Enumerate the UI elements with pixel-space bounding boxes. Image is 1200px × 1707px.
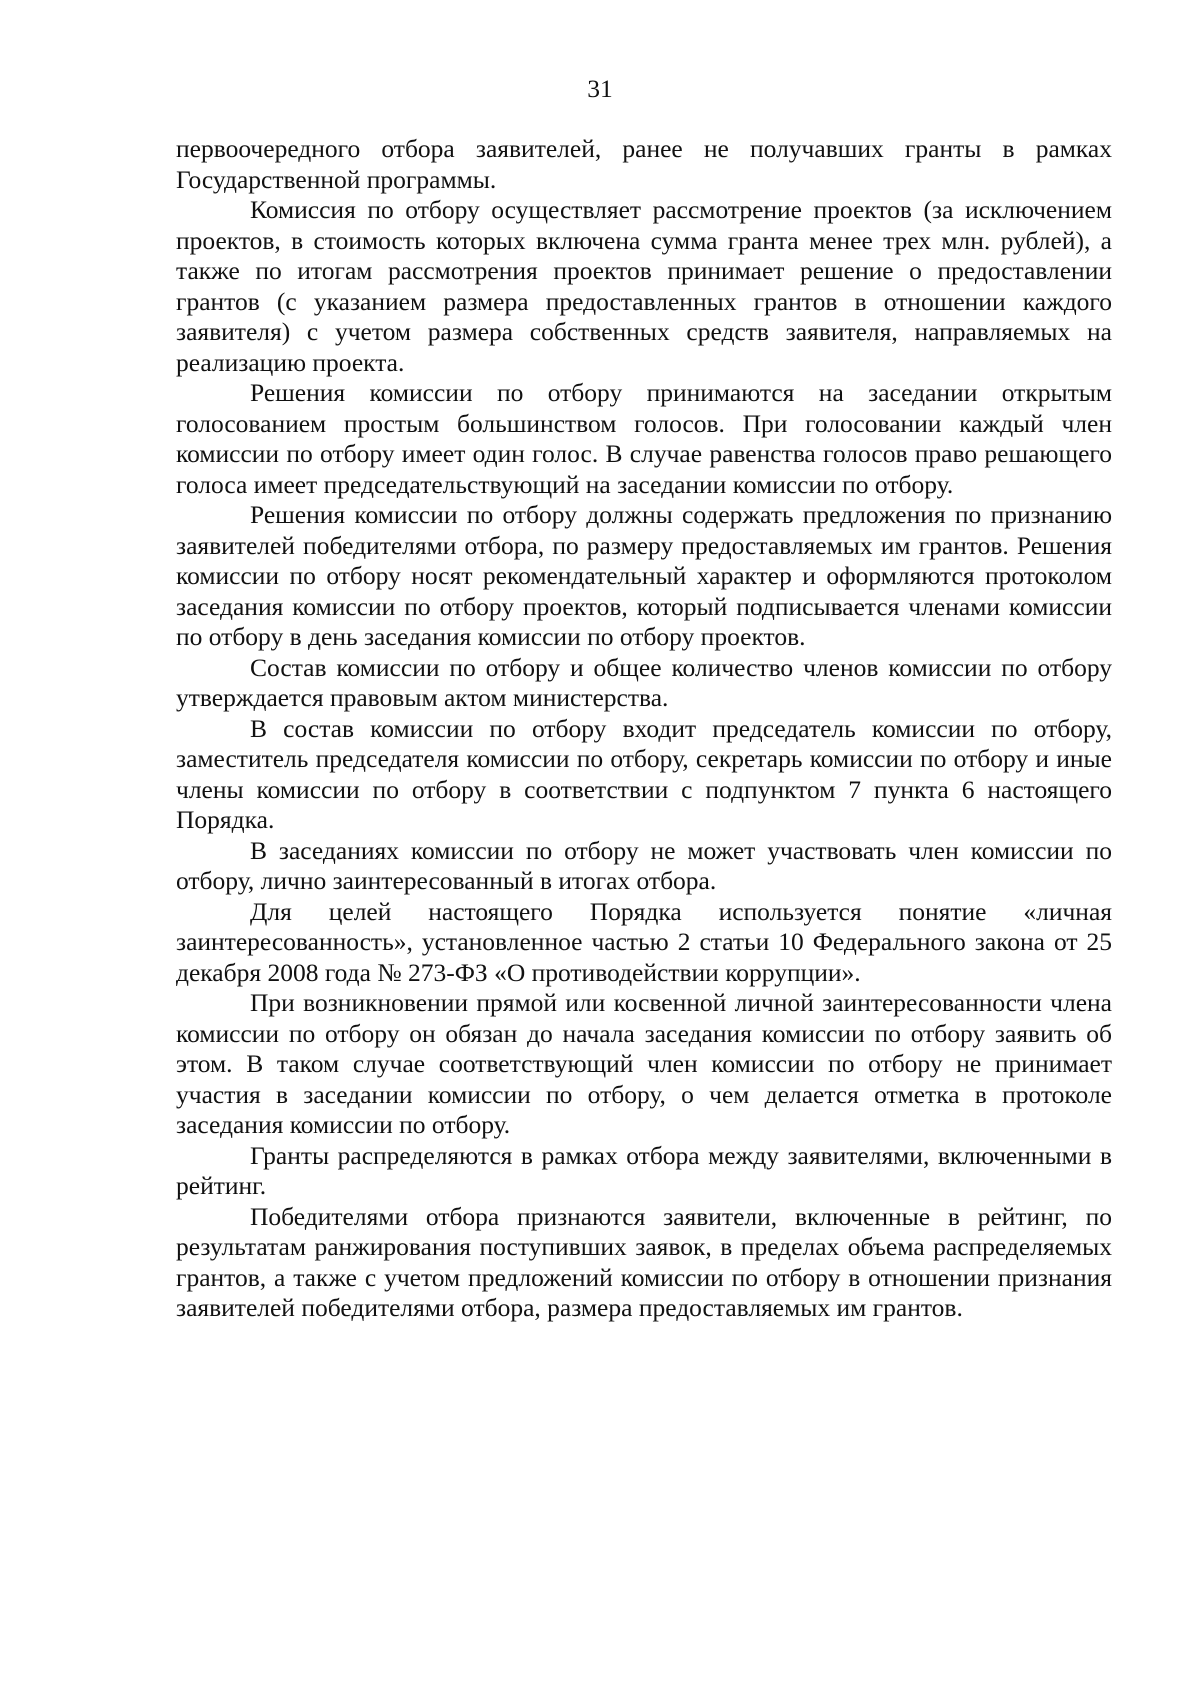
paragraph-voting: Решения комиссии по отбору принимаются на заседании открытым голосованием простым большинством голосов. При голосовании каждый член комиссии по отбору имеет один голос. В случае равенства голосов право решающего голоса имеет председательствующий на заседании комиссии по отбору. — [176, 378, 1112, 499]
page-number: 31 — [587, 74, 613, 103]
paragraph-definition: Для целей настоящего Порядка используется понятие «личная заинтересованность», установленное частью 2 статьи 10 Федерального закона от 25 декабря 2008 года № 273-ФЗ «О противодействии коррупции». — [176, 896, 1112, 987]
paragraph-distribution: Гранты распределяются в рамках отбора между заявителями, включенными в рейтинг. — [176, 1140, 1112, 1200]
paragraph-members: В состав комиссии по отбору входит председатель комиссии по отбору, заместитель председателя комиссии по отбору, секретарь комиссии по отбору и иные члены комиссии по отбору в соответствии с подпунктом 7 пункта 6 настоящего Порядка. — [176, 713, 1112, 834]
paragraph-winners: Победителями отбора признаются заявители, включенные в рейтинг, по результатам ранжирования поступивших заявок, в пределах объема распределяемых грантов, а также с учетом предложений комиссии по отбору в отношении признания заявителей победителями отбора, размера предоставляемых им грантов. — [176, 1201, 1112, 1322]
paragraph-decisions: Решения комиссии по отбору должны содержать предложения по признанию заявителей победителями отбора, по размеру предоставляемых им грантов. Решения комиссии по отбору носят рекомендательный характер и оформляются протоколом заседания комиссии по отбору проектов, который подписывается членами комиссии по отбору в день заседания комиссии по отбору проектов. — [176, 500, 1112, 651]
document-body — [176, 134, 1112, 1324]
paragraph-composition: Состав комиссии по отбору и общее количество членов комиссии по отбору утверждается правовым актом министерства. — [176, 652, 1112, 712]
paragraph-conflict: В заседаниях комиссии по отбору не может участвовать член комиссии по отбору, лично заинтересованный в итогах отбора. — [176, 835, 1112, 895]
paragraph-commission-review: Комиссия по отбору осуществляет рассмотрение проектов (за исключением проектов, в стоимость которых включена сумма гранта менее трех млн. рублей), а также по итогам рассмотрения проектов принимает решение о предоставлении грантов (с указанием размера предоставленных грантов в отношении каждого заявителя) с учетом размера собственных средств заявителя, направляемых на реализацию проекта. — [176, 195, 1112, 377]
paragraph-disclosure: При возникновении прямой или косвенной личной заинтересованности члена комиссии по отбору он обязан до начала заседания комиссии по отбору заявить об этом. В таком случае соответствующий член комиссии по отбору не принимает участия в заседании комиссии по отбору, о чем делается отметка в протоколе заседания комиссии по отбору. — [176, 988, 1112, 1139]
paragraph-continuation: первоочередного отбора заявителей, ранее не получавших гранты в рамках Государственной программы. — [176, 134, 1112, 194]
